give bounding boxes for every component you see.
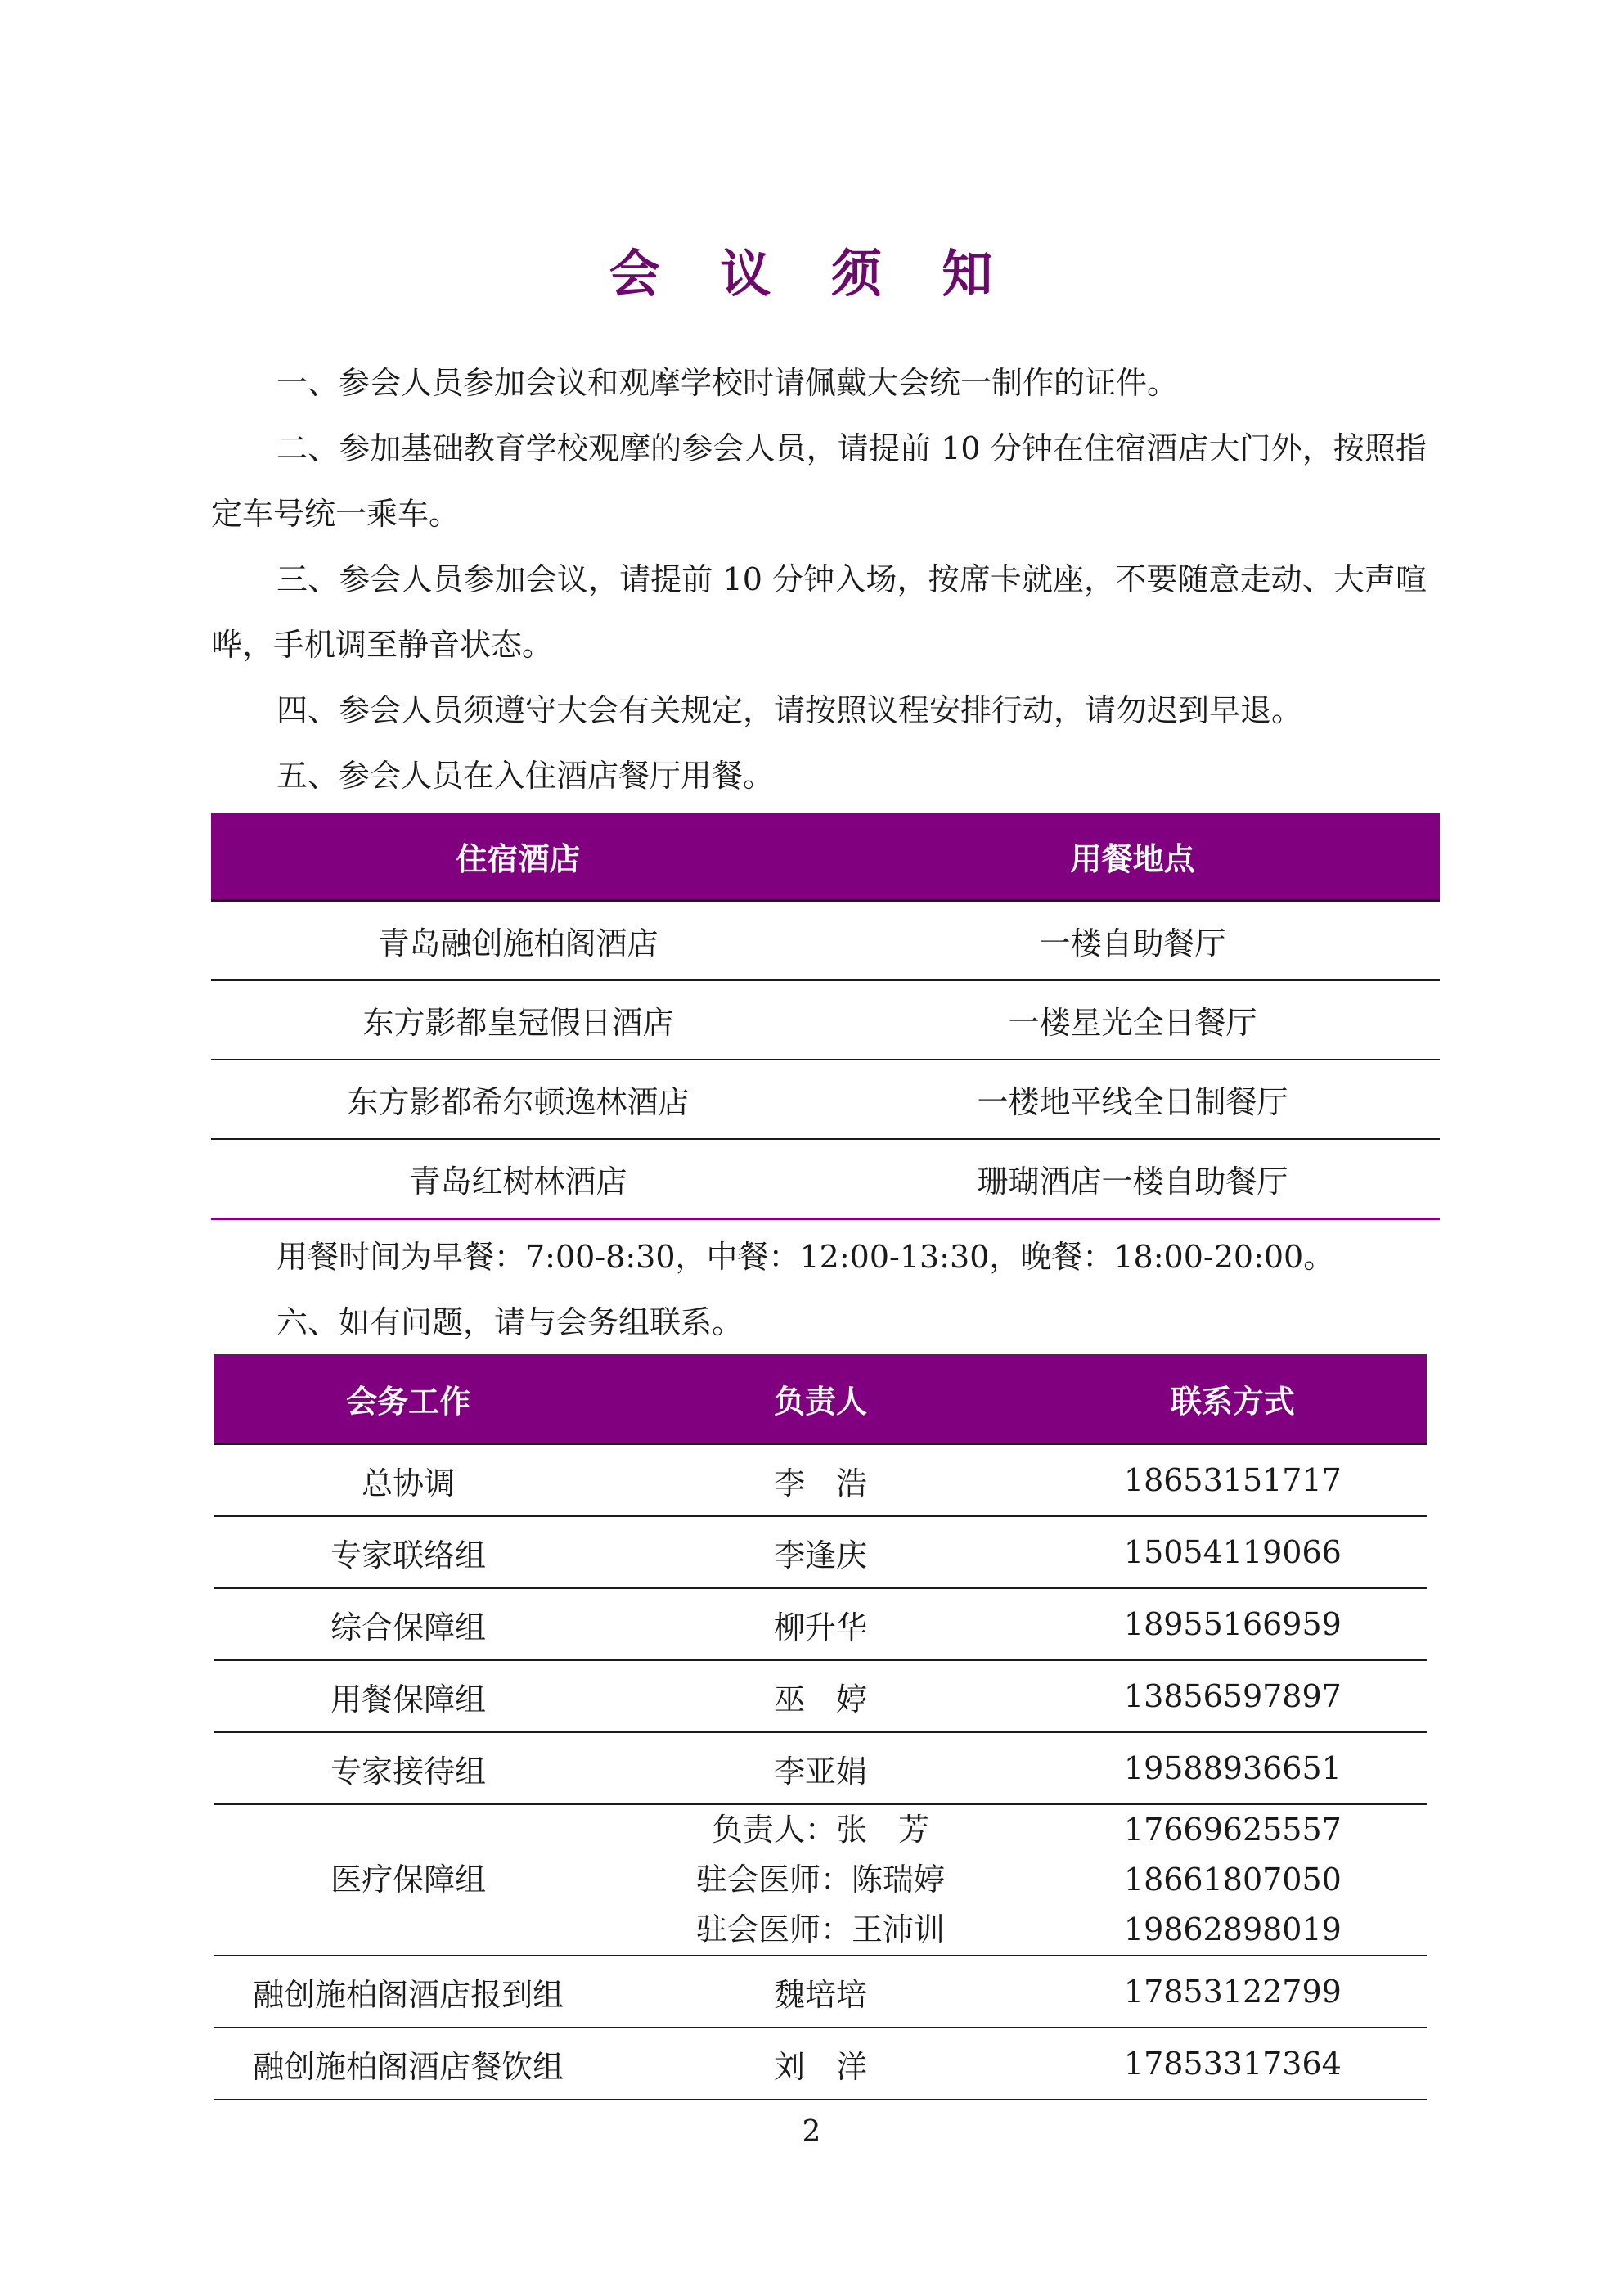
meal-time-note: 用餐时间为早餐：7:00-8:30，中餐：12:00-13:30，晚餐：18:00-20:00。 <box>276 1239 1335 1275</box>
table-row <box>214 1660 1427 1732</box>
dining-place: 一楼自助餐厅 <box>825 901 1440 981</box>
person-name: 柳升华 <box>602 1588 1039 1660</box>
table-row <box>214 1956 1427 2028</box>
notice-item-4: 四、参会人员须遵守大会有关规定，请按照议程安排行动，请勿迟到早退。 <box>276 692 1303 728</box>
work-name: 专家联络组 <box>214 1516 602 1588</box>
medical-phones <box>1039 1804 1427 1956</box>
person-name: 李逢庆 <box>602 1516 1039 1588</box>
medical-people <box>602 1804 1039 1956</box>
phone-number: 17853122799 <box>1039 1956 1427 2028</box>
hotel-name: 青岛融创施柏阁酒店 <box>211 901 825 981</box>
work-name: 融创施柏阁酒店报到组 <box>214 1956 602 2028</box>
phone-number: 17669625557 <box>1123 1812 1342 1848</box>
dining-place: 珊瑚酒店一楼自助餐厅 <box>825 1139 1440 1219</box>
work-name: 融创施柏阁酒店餐饮组 <box>214 2028 602 2100</box>
page-number: 2 <box>802 2115 821 2149</box>
notice-item-3: 三、参会人员参加会议，请提前 10 分钟入场，按席卡就座，不要随意走动、大声喧哗，手机调至静音状态。 <box>211 561 1427 663</box>
person-name: 驻会医师：王沛训 <box>695 1911 945 1947</box>
work-name: 专家接待组 <box>214 1732 602 1804</box>
hotel-name: 东方影都皇冠假日酒店 <box>211 980 825 1060</box>
phone-number: 17853317364 <box>1039 2028 1427 2100</box>
notice-item-5: 五、参会人员在入住酒店餐厅用餐。 <box>276 758 775 794</box>
phone-number: 18955166959 <box>1039 1588 1427 1660</box>
table-row-medical <box>214 1804 1427 1956</box>
phone-number: 13856597897 <box>1039 1660 1427 1732</box>
work-name: 用餐保障组 <box>214 1660 602 1732</box>
document-title: 会 议 须 知 <box>609 244 1014 304</box>
person-name: 李 浩 <box>602 1444 1039 1517</box>
column-header-dining-place: 用餐地点 <box>825 813 1440 901</box>
hotel-dining-table <box>211 813 1440 1220</box>
table-row <box>214 1516 1427 1588</box>
person-name: 李亚娟 <box>602 1732 1039 1804</box>
column-header-hotel: 住宿酒店 <box>211 813 825 901</box>
contact-intro: 六、如有问题，请与会务组联系。 <box>276 1304 744 1340</box>
column-header-person: 负责人 <box>602 1354 1039 1444</box>
person-name: 魏培培 <box>602 1956 1039 2028</box>
dining-place: 一楼地平线全日制餐厅 <box>825 1060 1440 1139</box>
table-header-row <box>214 1354 1427 1444</box>
person-name: 负责人：张 芳 <box>711 1812 929 1848</box>
table-row <box>214 2028 1427 2100</box>
column-header-contact: 联系方式 <box>1039 1354 1427 1444</box>
table-row <box>211 1139 1440 1219</box>
phone-number: 18661807050 <box>1123 1862 1342 1898</box>
person-name: 巫 婷 <box>602 1660 1039 1732</box>
notice-item-2: 二、参加基础教育学校观摩的参会人员，请提前 10 分钟在住宿酒店大门外，按照指定车号统一乘车。 <box>211 430 1427 532</box>
notice-item-1: 一、参会人员参加会议和观摩学校时请佩戴大会统一制作的证件。 <box>276 365 1179 401</box>
hotel-name: 青岛红树林酒店 <box>211 1139 825 1219</box>
work-name: 综合保障组 <box>214 1588 602 1660</box>
table-row <box>211 901 1440 981</box>
table-row <box>211 1060 1440 1139</box>
work-name: 总协调 <box>214 1444 602 1517</box>
table-row <box>214 1444 1427 1517</box>
phone-number: 19588936651 <box>1039 1732 1427 1804</box>
person-name: 刘 洋 <box>602 2028 1039 2100</box>
dining-place: 一楼星光全日餐厅 <box>825 980 1440 1060</box>
contact-table <box>214 1354 1427 2100</box>
work-name: 医疗保障组 <box>214 1804 602 1956</box>
hotel-name: 东方影都希尔顿逸林酒店 <box>211 1060 825 1139</box>
table-header-row <box>211 813 1440 901</box>
phone-number: 15054119066 <box>1039 1516 1427 1588</box>
phone-number: 18653151717 <box>1039 1444 1427 1517</box>
table-row <box>214 1732 1427 1804</box>
table-row <box>214 1588 1427 1660</box>
table-row <box>211 980 1440 1060</box>
person-name: 驻会医师：陈瑞婷 <box>695 1862 945 1898</box>
phone-number: 19862898019 <box>1123 1911 1342 1947</box>
column-header-work: 会务工作 <box>214 1354 602 1444</box>
